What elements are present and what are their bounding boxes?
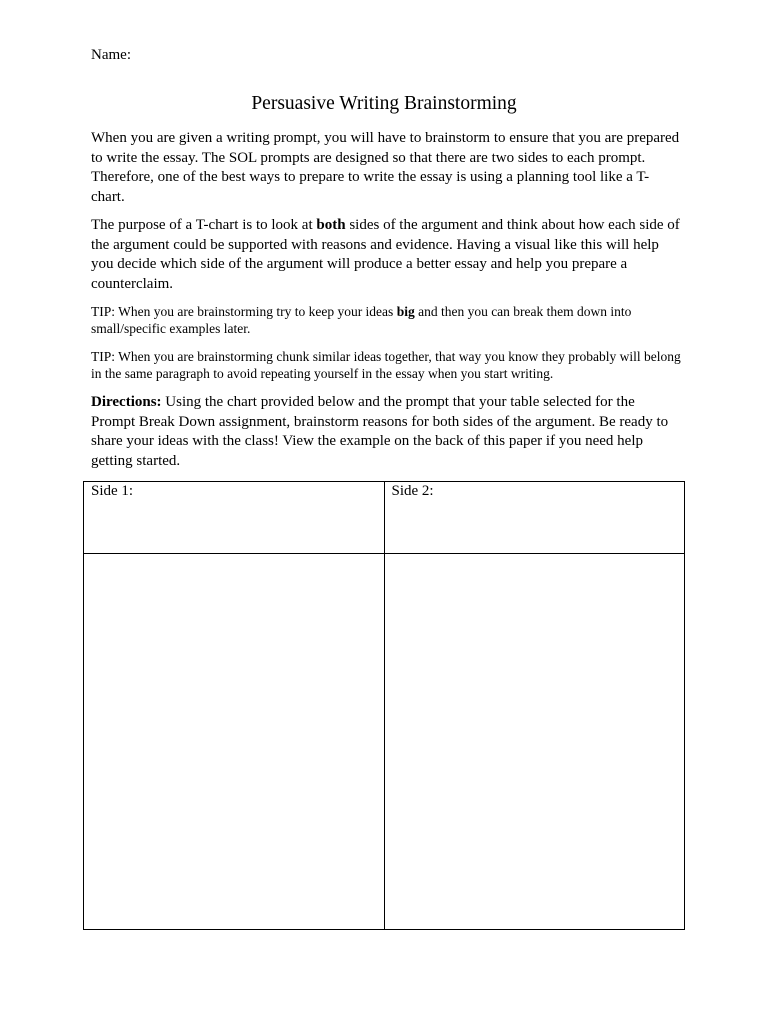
side-1-label: Side 1: [91, 483, 134, 499]
tip-big-ideas-text-end: and then you can break them down into small/specific examples later. [91, 304, 632, 336]
side-2-header-cell[interactable] [384, 482, 685, 554]
tchart-purpose-paragraph [91, 216, 681, 294]
tip-big-ideas [91, 304, 681, 337]
tip-chunk-ideas: TIP: When you are brainstorming chunk similar ideas together, that way you know they probably will belong in the same paragraph to avoid repeating yourself in the essay when you start writing. [91, 349, 681, 381]
side-1-brainstorm-cell[interactable] [84, 554, 385, 930]
tchart-purpose-text-start: The purpose of a T-chart is to look at [91, 217, 317, 233]
t-chart-body-row [84, 554, 685, 930]
tchart-purpose-emphasis: both [316, 217, 346, 233]
side-2-brainstorm-cell[interactable] [384, 554, 685, 930]
directions-label: Directions: [91, 394, 162, 410]
intro-paragraph: When you are given a writing prompt, you will have to brainstorm to ensure that you are prepared to write the essay. The SOL prompts are designed so that there are two sides to each prompt. Therefore, one of the best ways to prepare to write the essay is using a planning tool like a T-chart. [91, 130, 680, 205]
name-label: Name: [91, 47, 131, 63]
t-chart [83, 481, 685, 930]
side-2-label: Side 2: [391, 483, 434, 499]
tip-big-ideas-text-start: TIP: When you are brainstorming try to keep your ideas [91, 304, 397, 319]
page-title: Persuasive Writing Brainstorming [251, 93, 517, 114]
t-chart-header-row [84, 482, 685, 554]
side-1-header-cell[interactable] [84, 482, 385, 554]
directions-text: Using the chart provided below and the prompt that your table selected for the Prompt Break Down assignment, brainstorm reasons for both sides of the argument. Be ready to share your ideas with the class! View the example on the back of this paper if you need help getting started. [91, 394, 669, 469]
tchart-purpose-text-end: sides of the argument and think about how each side of the argument could be supported with reasons and evidence. Having a visual like this will help you decide which side of the argument will produce a better essay and help you prepare a counterclaim. [91, 217, 680, 292]
directions-paragraph [91, 393, 681, 471]
tip-big-ideas-emphasis: big [396, 304, 415, 319]
